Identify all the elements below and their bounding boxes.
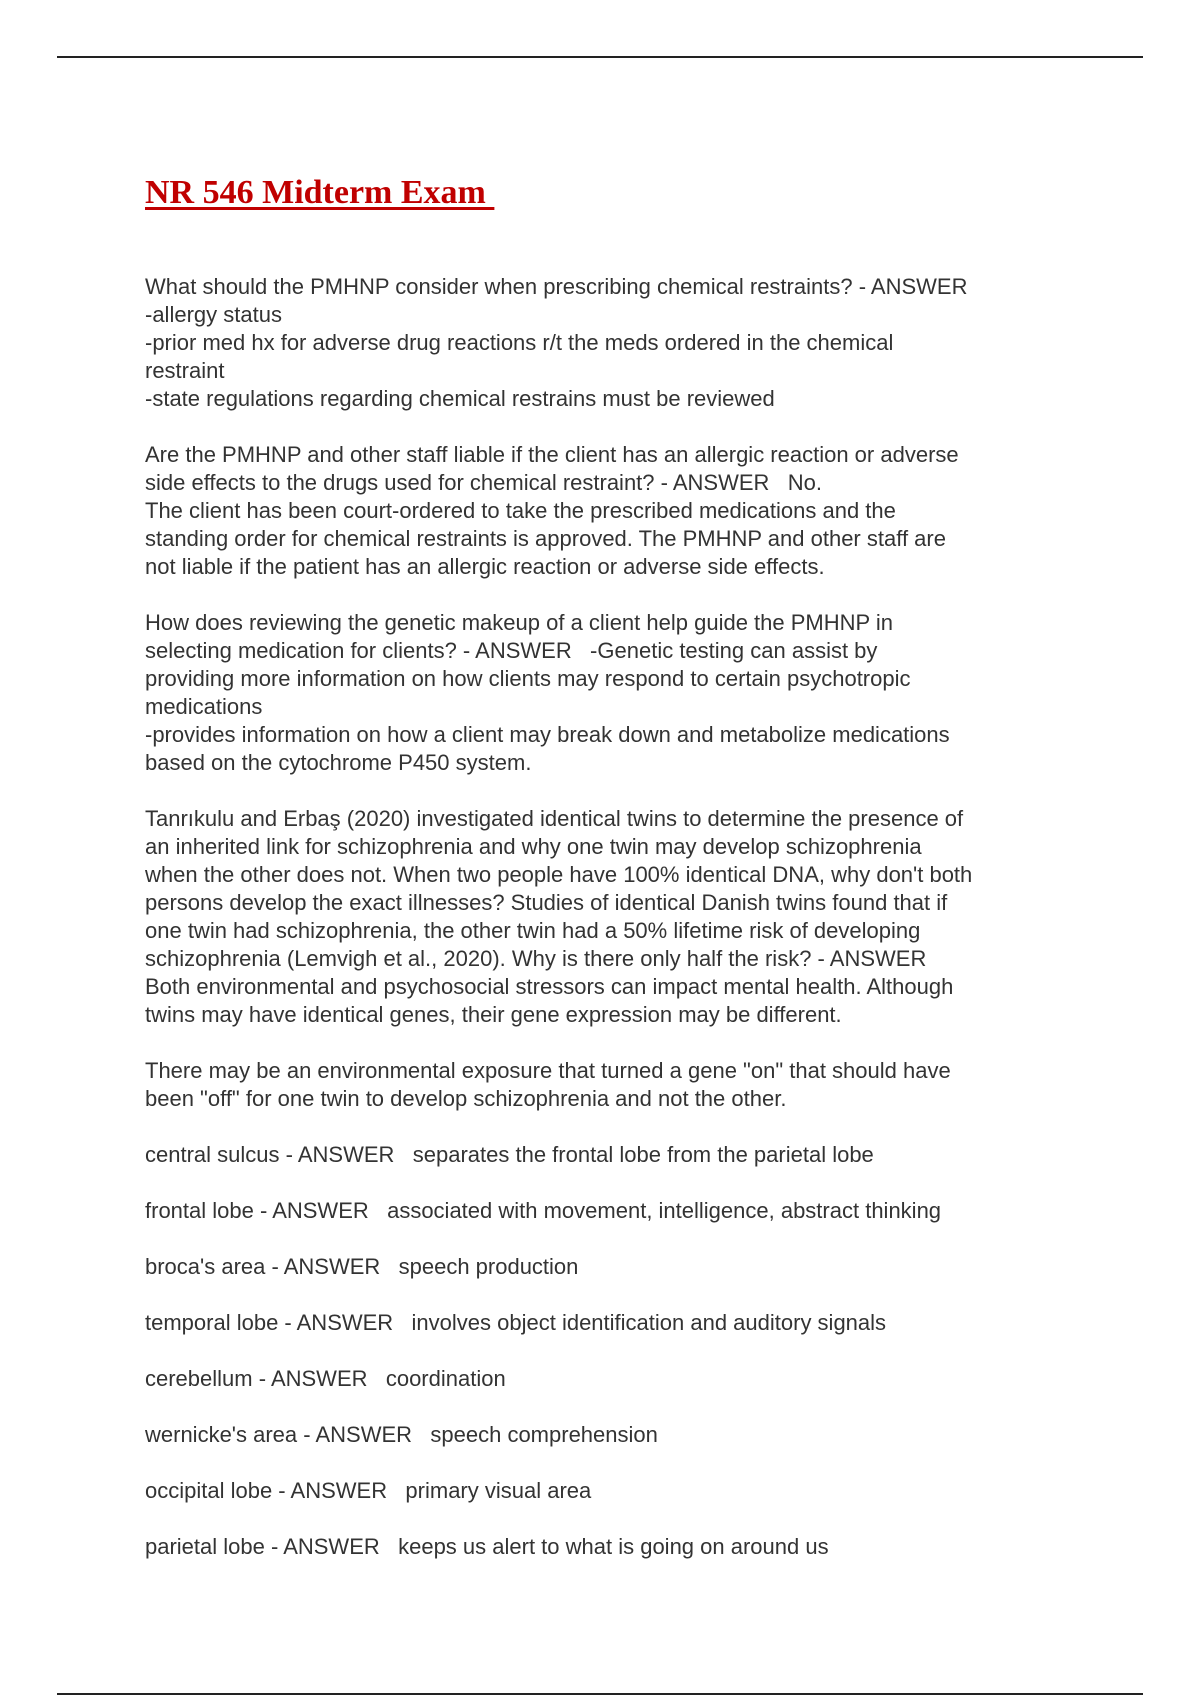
qa-block-brocas-area bbox=[145, 1253, 1070, 1281]
text-line: selecting medication for clients? - ANSWER -Genetic testing can assist by bbox=[145, 638, 878, 663]
text-line: What should the PMHNP consider when prescribing chemical restraints? - ANSWER bbox=[145, 274, 968, 299]
document-body bbox=[145, 273, 1070, 1589]
qa-block-cerebellum bbox=[145, 1365, 1070, 1393]
qa-block-chemical-restraints bbox=[145, 273, 1070, 413]
qa-block-wernickes-area bbox=[145, 1421, 1070, 1449]
text-line: frontal lobe - ANSWER associated with movement, intelligence, abstract thinking bbox=[145, 1198, 942, 1223]
qa-block-liability bbox=[145, 441, 1070, 581]
text-line: standing order for chemical restraints is approved. The PMHNP and other staff are bbox=[145, 526, 946, 551]
text-line: cerebellum - ANSWER coordination bbox=[145, 1366, 506, 1391]
text-line: one twin had schizophrenia, the other twin had a 50% lifetime risk of developing bbox=[145, 918, 921, 943]
text-line: schizophrenia (Lemvigh et al., 2020). Why is there only half the risk? - ANSWER bbox=[145, 946, 927, 971]
document-title: NR 546 Midterm Exam bbox=[145, 174, 495, 211]
text-line: Are the PMHNP and other staff liable if the client has an allergic reaction or adverse bbox=[145, 442, 959, 467]
text-line: -state regulations regarding chemical restrains must be reviewed bbox=[145, 386, 775, 411]
text-line: twins may have identical genes, their gene expression may be different. bbox=[145, 1002, 842, 1027]
text-line: restraint bbox=[145, 358, 225, 383]
text-line: How does reviewing the genetic makeup of a client help guide the PMHNP in bbox=[145, 610, 894, 635]
text-line: There may be an environmental exposure that turned a gene "on" that should have bbox=[145, 1058, 951, 1083]
text-line: medications bbox=[145, 694, 263, 719]
qa-block-occipital-lobe bbox=[145, 1477, 1070, 1505]
text-line: an inherited link for schizophrenia and why one twin may develop schizophrenia bbox=[145, 834, 922, 859]
text-line: persons develop the exact illnesses? Studies of identical Danish twins found that if bbox=[145, 890, 948, 915]
text-line: been "off" for one twin to develop schizophrenia and not the other. bbox=[145, 1086, 787, 1111]
text-line: based on the cytochrome P450 system. bbox=[145, 750, 532, 775]
text-line: providing more information on how clients may respond to certain psychotropic bbox=[145, 666, 911, 691]
qa-block-frontal-lobe bbox=[145, 1197, 1070, 1225]
text-line: Both environmental and psychosocial stressors can impact mental health. Although bbox=[145, 974, 954, 999]
footer-rule bbox=[57, 1693, 1143, 1695]
text-line: -allergy status bbox=[145, 302, 282, 327]
text-line: -prior med hx for adverse drug reactions r/t the meds ordered in the chemical bbox=[145, 330, 894, 355]
text-line: central sulcus - ANSWER separates the frontal lobe from the parietal lobe bbox=[145, 1142, 874, 1167]
text-line: -provides information on how a client may break down and metabolize medications bbox=[145, 722, 950, 747]
text-line: wernicke's area - ANSWER speech comprehension bbox=[145, 1422, 658, 1447]
text-line: when the other does not. When two people have 100% identical DNA, why don't both bbox=[145, 862, 973, 887]
qa-block-identical-twins bbox=[145, 805, 1070, 1029]
qa-block-environmental-exposure bbox=[145, 1057, 1070, 1113]
text-line: The client has been court-ordered to take the prescribed medications and the bbox=[145, 498, 896, 523]
text-line: parietal lobe - ANSWER keeps us alert to what is going on around us bbox=[145, 1534, 829, 1559]
qa-block-temporal-lobe bbox=[145, 1309, 1070, 1337]
text-line: broca's area - ANSWER speech production bbox=[145, 1254, 579, 1279]
qa-block-genetic-makeup bbox=[145, 609, 1070, 777]
qa-block-central-sulcus bbox=[145, 1141, 1070, 1169]
text-line: side effects to the drugs used for chemical restraint? - ANSWER No. bbox=[145, 470, 822, 495]
text-line: temporal lobe - ANSWER involves object identification and auditory signals bbox=[145, 1310, 887, 1335]
text-line: Tanrıkulu and Erbaş (2020) investigated identical twins to determine the presence of bbox=[145, 806, 964, 831]
qa-block-parietal-lobe bbox=[145, 1533, 1070, 1561]
text-line: not liable if the patient has an allergic reaction or adverse side effects. bbox=[145, 554, 825, 579]
header-rule bbox=[57, 56, 1143, 58]
text-line: occipital lobe - ANSWER primary visual area bbox=[145, 1478, 592, 1503]
